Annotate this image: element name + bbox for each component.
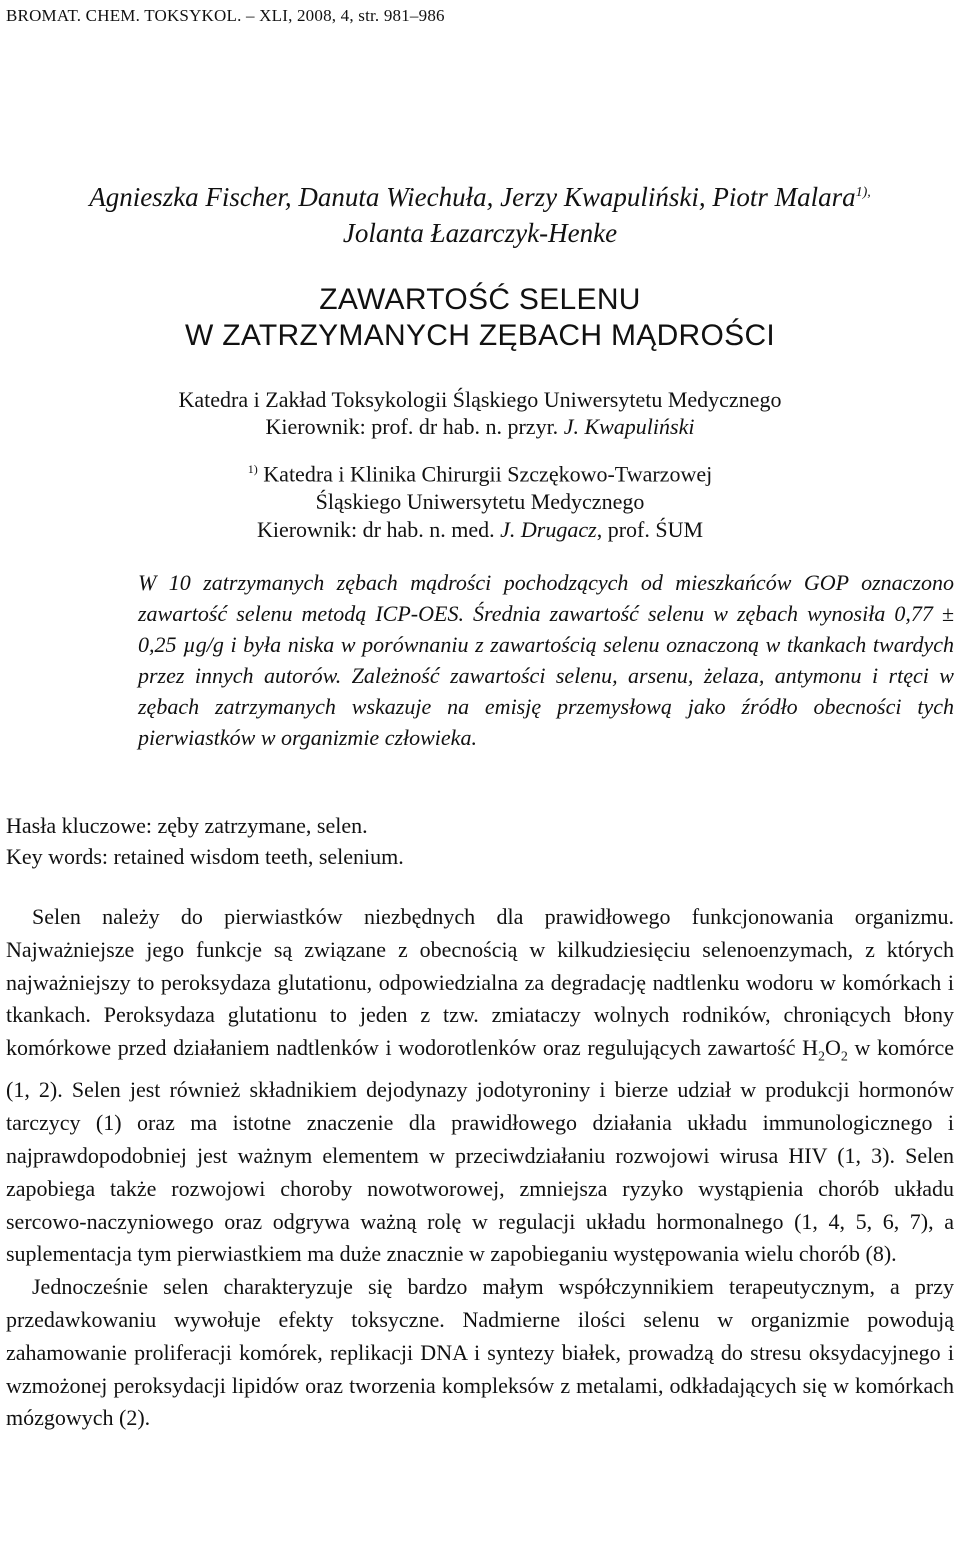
abstract — [138, 567, 954, 753]
affiliation-2-head-prefix: Kierownik: dr hab. n. med. — [256, 517, 501, 543]
affiliation-head — [0, 413, 960, 440]
affiliation-secondary — [0, 455, 960, 544]
running-head: BROMAT. CHEM. TOKSYKOL. – XLI, 2008, 4, str. 981–986 — [6, 6, 445, 25]
h2o2-oxygen: O — [825, 1035, 841, 1061]
body-text — [6, 901, 954, 1435]
author-line-2: Jolanta Łazarczyk-Henke — [342, 218, 618, 248]
body-paragraph-2: Jednocześnie selen charakteryzuje się bardzo małym współczynnikiem terapeutycznym, a przy przedawkowaniu wywołuje efekty toksyczne. Nadmierne ilości selenu w organizmie powodują zahamowanie proliferacji komórek, replikacji DNA i syntezy białek, prowadzą do stresu oksydacyjnego i wzmożonej peroksydacji lipidów oraz tworzenia kompleksów z metalami, odkładających się w komórkach mózgowych (2). — [6, 1274, 954, 1431]
article-title — [0, 282, 960, 354]
keywords-polish: Hasła kluczowe: zęby zatrzymane, selen. — [6, 813, 368, 838]
body-paragraph-1 — [6, 901, 954, 1271]
keywords-english: Key words: retained wisdom teeth, selenium. — [6, 844, 404, 869]
authors-line-1-text: Agnieszka Fischer, Danuta Wiechuła, Jerzy Kwapuliński, Piotr Malara — [89, 182, 856, 212]
h2o2-subscript-1: 2 — [818, 1049, 826, 1065]
affiliation-2-department — [0, 455, 960, 488]
author-list — [0, 175, 960, 251]
affiliation-2-department-text: Katedra i Klinika Chirurgii Szczękowo-Twarzowej — [257, 461, 713, 487]
author-line-1 — [0, 175, 960, 215]
paragraph-1-part-a: Selen należy do pierwiastków niezbędnych dla prawidłowego funkcjonowania organizmu. Najważniejsze jego funkcje są związane z obecnością w kilkudziesięciu selenoenzymach, z których najważniejszy to peroksydaza glutationu, odpowiedzialna za degradację nadtlenku wodoru w komórkach i tkankach. Peroksydaza glutationu to jeden z tzw. zmiataczy wolnych rodników, chroniących błony komórkowe przed działaniem nadtlenków i wodorotlenków oraz regulujących zawartość H — [6, 904, 954, 1061]
abstract-text: W 10 zatrzymanych zębach mądrości pochodzących od mieszkańców GOP oznaczono zawartość selenu metodą ICP-OES. Średnia zawartość selenu w zębach wynosiła 0,77 ± 0,25 µg/g i była niska w porównaniu z zawartością selenu oznaczoną w tkankach twardych przez innych autorów. Zależność zawartości selenu, arsenu, żelaza, antymonu i rtęci w zębach zatrzymanych wskazuje na emisję przemysłową jako źródło obecności tych pierwiastków w organizmie człowieka. — [138, 570, 954, 750]
h2o2-subscript-2: 2 — [840, 1049, 848, 1065]
title-line-2: W ZATRZYMANYCH ZĘBACH MĄDROŚCI — [184, 319, 776, 352]
affiliation-2-university: Śląskiego Uniwersytetu Medycznego — [315, 489, 645, 515]
affiliation-2-head-suffix: , prof. ŚUM — [596, 517, 704, 543]
affiliation-2-marker: 1) — [247, 462, 258, 476]
title-line-1: ZAWARTOŚĆ SELENU — [319, 283, 641, 316]
paragraph-1-part-b: w komórce (1, 2). Selen jest również składnikiem dejodynazy jodotyroniny i bierze udział w produkcji hormonów tarczycy (1) oraz ma istotne znaczenie dla prawidłowego działania układu immunologicznego i najprawdopodobniej jest ważnym elementem w przeciwdziałaniu rozwojowi wirusa HIV (1, 3). Selen zapobiega także rozwojowi choroby nowotworowej, zmniejsza ryzyko wystąpienia chorób układu sercowo-naczyniowego oraz odgrywa ważną rolę w regulacji układu hormonalnego (1, 4, 5, 6, 7), a suplementacja tym pierwiastkiem ma duże znacznie w zapobieganiu występowania wielu chorób (8). — [6, 1035, 954, 1267]
author-affiliation-marker: 1), — [855, 185, 871, 200]
affiliation-primary — [0, 386, 960, 440]
affiliation-2-head — [0, 516, 960, 544]
affiliation-department: Katedra i Zakład Toksykologii Śląskiego Uniwersytetu Medycznego — [178, 387, 782, 412]
keywords-block — [6, 810, 404, 872]
affiliation-head-name: J. Kwapuliński — [563, 414, 695, 439]
affiliation-head-prefix: Kierownik: prof. dr hab. n. przyr. — [265, 414, 564, 439]
affiliation-2-head-name: J. Drugacz — [500, 517, 597, 543]
